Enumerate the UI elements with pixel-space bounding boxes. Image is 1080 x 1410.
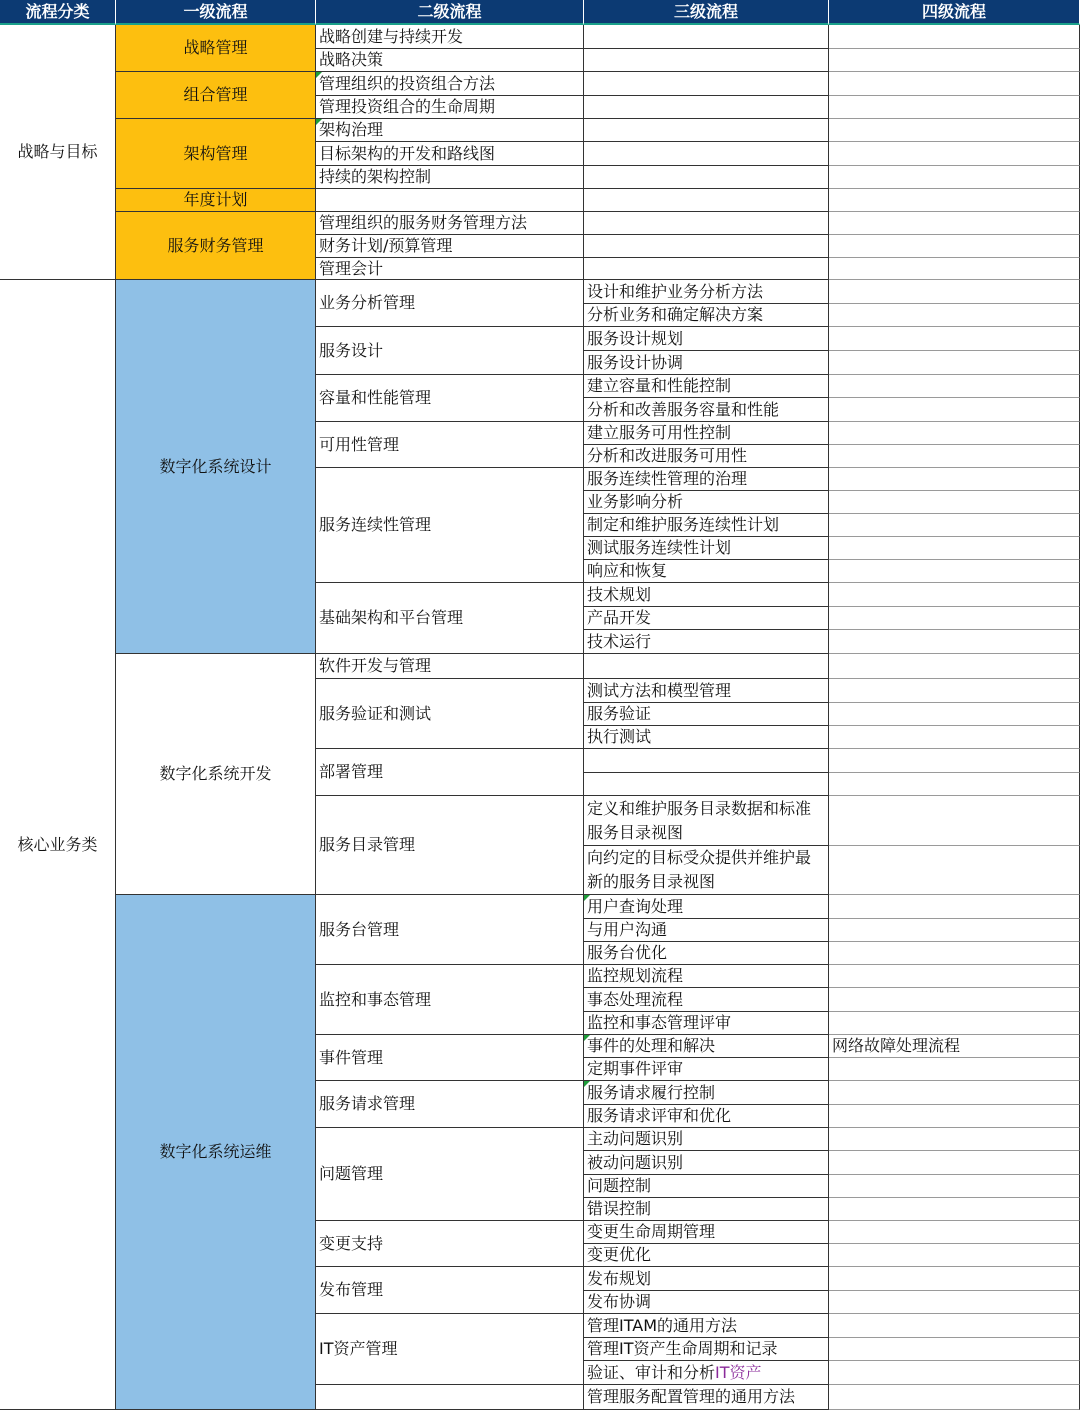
level3-cell[interactable] — [584, 654, 829, 679]
level2-cell[interactable] — [316, 142, 584, 166]
level3-cell[interactable] — [584, 1221, 829, 1244]
level3-cell[interactable] — [584, 1361, 829, 1385]
level4-cell[interactable] — [829, 258, 1080, 280]
level2-cell[interactable] — [316, 965, 584, 1035]
level2-cell-label: 服务目录管理 — [319, 835, 416, 854]
level3-cell[interactable] — [584, 749, 829, 773]
level3-cell[interactable] — [584, 846, 829, 895]
level3-cell-label: 服务请求评审和优化 — [587, 1106, 732, 1125]
category-cell[interactable] — [0, 280, 116, 1410]
level3-cell-label: 被动问题识别 — [587, 1152, 684, 1172]
level4-cell[interactable] — [829, 846, 1080, 895]
level3-cell[interactable] — [584, 166, 829, 189]
level3-cell-label: 监控和事态管理评审 — [587, 1013, 732, 1032]
level2-cell-label: 管理组织的投资组合方法 — [319, 73, 496, 93]
level4-cell[interactable] — [829, 72, 1080, 96]
level3-cell-label: 发布协调 — [587, 1292, 652, 1311]
level3-cell[interactable] — [584, 1058, 829, 1081]
level3-cell[interactable] — [584, 72, 829, 96]
level3-cell-label: 测试服务连续性计划 — [587, 538, 732, 557]
level3-cell[interactable] — [584, 703, 829, 726]
level2-cell-label: 管理投资组合的生命周期 — [319, 97, 496, 116]
level3-cell[interactable] — [584, 119, 829, 142]
level3-cell-label: 服务连续性管理的治理 — [587, 469, 748, 488]
level3-cell[interactable] — [584, 468, 829, 491]
level2-cell-label: 服务连续性管理 — [319, 515, 432, 534]
level4-cell[interactable] — [829, 304, 1080, 327]
level3-cell[interactable] — [584, 1012, 829, 1035]
level1-cell-label: 数字化系统设计 — [159, 456, 272, 476]
level2-cell[interactable] — [316, 654, 584, 679]
level3-cell[interactable] — [584, 988, 829, 1012]
level3-cell-label: 定义和维护服务目录数据和标准服务目录视图 — [587, 798, 812, 842]
column-header-label: 三级流程 — [673, 1, 738, 21]
level1-cell-label: 战略管理 — [183, 38, 248, 57]
level1-cell[interactable] — [116, 895, 316, 1410]
level3-cell-label: 事件的处理和解决 — [587, 1036, 716, 1055]
level3-cell[interactable] — [584, 1151, 829, 1175]
comment-marker-icon — [584, 1081, 590, 1087]
level3-cell-label: 技术运行 — [587, 631, 652, 651]
level4-cell[interactable] — [829, 280, 1080, 304]
level3-cell-label: 产品开发 — [587, 608, 652, 627]
level3-cell-label: 管理ITAM的通用方法 — [587, 1315, 738, 1335]
column-header-label: 一级流程 — [183, 1, 248, 21]
level2-cell[interactable] — [316, 72, 584, 96]
level2-cell-label: 监控和事态管理 — [319, 989, 432, 1009]
level4-cell[interactable] — [829, 1361, 1080, 1385]
level3-cell[interactable] — [584, 189, 829, 212]
level4-cell[interactable] — [829, 189, 1080, 212]
level2-cell[interactable] — [316, 1314, 584, 1385]
level4-cell[interactable] — [829, 327, 1080, 351]
level4-cell[interactable] — [829, 919, 1080, 942]
level3-cell-label: 服务验证 — [587, 704, 652, 723]
level3-cell-label: 分析和改善服务容量和性能 — [587, 399, 780, 419]
level3-cell[interactable] — [584, 142, 829, 166]
level3-cell[interactable] — [584, 235, 829, 258]
level4-cell[interactable] — [829, 942, 1080, 965]
level4-cell[interactable] — [829, 49, 1080, 72]
level3-cell[interactable] — [584, 630, 829, 654]
level4-cell-label: 网络故障处理流程 — [832, 1036, 961, 1055]
level4-cell[interactable] — [829, 1128, 1080, 1151]
level4-cell[interactable] — [829, 1244, 1080, 1267]
level3-cell-label: 监控规划流程 — [587, 966, 684, 985]
level3-cell-label: 服务设计协调 — [587, 352, 684, 372]
level3-cell[interactable] — [584, 351, 829, 375]
level2-cell[interactable] — [316, 375, 584, 422]
level3-cell[interactable] — [584, 327, 829, 351]
level3-cell[interactable] — [584, 49, 829, 72]
level3-cell-label: 建立容量和性能控制 — [587, 376, 732, 395]
level4-cell[interactable] — [829, 630, 1080, 654]
level4-cell[interactable] — [829, 166, 1080, 189]
level3-cell-label: 业务影响分析 — [587, 492, 684, 511]
level3-cell[interactable] — [584, 1175, 829, 1198]
level4-cell[interactable] — [829, 422, 1080, 445]
level4-cell[interactable] — [829, 491, 1080, 514]
level4-cell[interactable] — [829, 1058, 1080, 1081]
level2-cell-label: 基础架构和平台管理 — [319, 608, 464, 627]
level3-cell[interactable] — [584, 1105, 829, 1128]
level3-cell-label: 管理服务配置管理的通用方法 — [587, 1387, 796, 1406]
level3-cell[interactable] — [584, 965, 829, 988]
level2-cell[interactable] — [316, 1385, 584, 1410]
level4-cell[interactable] — [829, 514, 1080, 537]
level3-cell-label: 设计和维护业务分析方法 — [587, 281, 764, 301]
level4-cell[interactable] — [829, 235, 1080, 258]
level2-cell[interactable] — [316, 280, 584, 327]
level3-cell-label: 技术规划 — [587, 584, 652, 604]
level3-cell[interactable] — [584, 1338, 829, 1361]
level3-cell-label: 向约定的目标受众提供并维护最新的服务目录视图 — [587, 848, 812, 891]
level3-cell[interactable] — [584, 514, 829, 537]
level2-cell[interactable] — [316, 25, 584, 49]
level3-cell-label: 建立服务可用性控制 — [587, 423, 732, 442]
level2-cell-label: 变更支持 — [319, 1233, 384, 1253]
level2-cell-label: 服务请求管理 — [319, 1094, 416, 1113]
level3-cell-label: 变更优化 — [587, 1245, 652, 1264]
level1-cell[interactable] — [116, 212, 316, 280]
level3-cell[interactable] — [584, 445, 829, 468]
level1-cell-label: 数字化系统开发 — [159, 764, 272, 783]
level2-cell-label: 事件管理 — [319, 1047, 384, 1067]
level3-cell[interactable] — [584, 919, 829, 942]
level3-cell[interactable] — [584, 1291, 829, 1314]
column-header[interactable] — [316, 0, 584, 25]
level4-cell[interactable] — [829, 537, 1080, 560]
level3-cell[interactable] — [584, 1314, 829, 1338]
column-header[interactable] — [829, 0, 1080, 25]
level2-cell[interactable] — [316, 327, 584, 375]
level2-cell-label: 管理组织的服务财务管理方法 — [319, 213, 528, 232]
level3-cell-label: 管理IT资产生命周期和记录 — [587, 1339, 778, 1358]
level1-cell-label: 组合管理 — [183, 85, 248, 104]
level3-cell[interactable] — [584, 422, 829, 445]
level3-cell-label: 制定和维护服务连续性计划 — [587, 515, 780, 534]
level3-cell[interactable] — [584, 1128, 829, 1151]
level3-cell[interactable] — [584, 212, 829, 235]
level4-cell[interactable] — [829, 398, 1080, 422]
level3-cell[interactable] — [584, 1081, 829, 1105]
level3-cell[interactable] — [584, 537, 829, 560]
level2-cell[interactable] — [316, 1128, 584, 1221]
level3-cell[interactable] — [584, 258, 829, 280]
level2-cell[interactable] — [316, 235, 584, 258]
level2-cell-label: 持续的架构控制 — [319, 167, 432, 186]
level4-cell[interactable] — [829, 1175, 1080, 1198]
level4-cell[interactable] — [829, 375, 1080, 398]
level3-cell[interactable] — [584, 773, 829, 796]
level3-cell[interactable] — [584, 304, 829, 327]
level3-cell[interactable] — [584, 491, 829, 514]
level1-cell-label: 架构管理 — [183, 143, 248, 163]
level4-cell[interactable] — [829, 212, 1080, 235]
level3-cell[interactable] — [584, 375, 829, 398]
level2-cell[interactable] — [316, 166, 584, 189]
level2-cell-label: 目标架构的开发和路线图 — [319, 143, 496, 163]
category-cell[interactable] — [0, 25, 116, 280]
level1-cell[interactable] — [116, 119, 316, 189]
level1-cell-label: 服务财务管理 — [167, 235, 264, 255]
level4-cell[interactable] — [829, 1291, 1080, 1314]
level4-cell[interactable] — [829, 1081, 1080, 1105]
level3-cell[interactable] — [584, 796, 829, 846]
level2-cell-label: 部署管理 — [319, 762, 384, 781]
level2-cell-label: 可用性管理 — [319, 434, 400, 454]
level4-cell[interactable] — [829, 703, 1080, 726]
level3-cell[interactable] — [584, 1035, 829, 1058]
level3-cell-label: 错误控制 — [587, 1199, 652, 1218]
level2-cell-label: IT资产管理 — [319, 1339, 398, 1358]
level3-cell-label: 问题控制 — [587, 1176, 652, 1195]
category-cell-label: 核心业务类 — [17, 834, 98, 854]
level1-cell-label: 数字化系统运维 — [159, 1142, 272, 1161]
level3-cell[interactable] — [584, 25, 829, 49]
level3-cell-label: 执行测试 — [587, 727, 652, 746]
level3-cell-label: 服务请求履行控制 — [587, 1082, 716, 1102]
level4-cell[interactable] — [829, 96, 1080, 119]
level2-cell-label: 服务台管理 — [319, 919, 400, 939]
level2-cell-label: 软件开发与管理 — [319, 656, 432, 675]
level2-cell[interactable] — [316, 189, 584, 212]
level2-cell-label: 架构治理 — [319, 120, 384, 139]
level2-cell[interactable] — [316, 96, 584, 119]
level1-cell[interactable] — [116, 72, 316, 119]
level3-cell[interactable] — [584, 607, 829, 630]
level2-cell[interactable] — [316, 895, 584, 965]
level2-cell[interactable] — [316, 422, 584, 468]
level3-cell[interactable] — [584, 679, 829, 703]
level4-cell[interactable] — [829, 583, 1080, 607]
level2-cell-label: 发布管理 — [319, 1280, 384, 1299]
level3-cell[interactable] — [584, 583, 829, 607]
level2-cell[interactable] — [316, 468, 584, 583]
level2-cell[interactable] — [316, 583, 584, 654]
level3-cell[interactable] — [584, 1385, 829, 1410]
level2-cell-label: 财务计划/预算管理 — [319, 236, 453, 255]
level3-cell[interactable] — [584, 96, 829, 119]
level4-cell[interactable] — [829, 1338, 1080, 1361]
level2-cell-label: 战略决策 — [319, 50, 384, 69]
level4-cell[interactable] — [829, 607, 1080, 630]
level2-cell[interactable] — [316, 258, 584, 280]
level2-cell[interactable] — [316, 1081, 584, 1128]
level1-cell[interactable] — [116, 189, 316, 212]
level2-cell[interactable] — [316, 1035, 584, 1081]
level4-cell[interactable] — [829, 1012, 1080, 1035]
level2-cell-label: 服务设计 — [319, 340, 384, 360]
level3-cell[interactable] — [584, 280, 829, 304]
comment-marker-icon — [316, 119, 322, 125]
level2-cell-label: 业务分析管理 — [319, 293, 416, 312]
level2-cell[interactable] — [316, 119, 584, 142]
level4-cell[interactable] — [829, 1105, 1080, 1128]
column-header[interactable] — [0, 0, 116, 25]
level2-cell[interactable] — [316, 796, 584, 895]
level3-cell-label: 验证、审计和分析 — [587, 1362, 716, 1382]
level4-cell[interactable] — [829, 796, 1080, 846]
level4-cell[interactable] — [829, 749, 1080, 773]
level2-cell-label: 战略创建与持续开发 — [319, 26, 464, 46]
level3-cell-label: 与用户沟通 — [587, 920, 668, 939]
level1-cell[interactable] — [116, 25, 316, 72]
level4-cell[interactable] — [829, 445, 1080, 468]
level3-cell[interactable] — [584, 1244, 829, 1267]
level4-cell[interactable] — [829, 351, 1080, 375]
level4-cell[interactable] — [829, 1267, 1080, 1291]
level4-cell[interactable] — [829, 965, 1080, 988]
level1-cell[interactable] — [116, 280, 316, 654]
level4-cell[interactable] — [829, 560, 1080, 583]
level2-cell-label: 容量和性能管理 — [319, 388, 432, 407]
level2-cell-label: 问题管理 — [319, 1164, 384, 1183]
level2-cell-label: 管理会计 — [319, 258, 384, 278]
level4-cell[interactable] — [829, 142, 1080, 166]
comment-marker-icon — [584, 895, 590, 901]
level3-cell-label: 发布规划 — [587, 1268, 652, 1288]
comment-marker-icon — [316, 72, 322, 78]
level3-cell-highlight: IT资产 — [715, 1362, 762, 1382]
level1-cell-label: 年度计划 — [183, 190, 248, 209]
level2-cell[interactable] — [316, 212, 584, 235]
column-header[interactable] — [584, 0, 829, 25]
level4-cell[interactable] — [829, 119, 1080, 142]
level4-cell[interactable] — [829, 988, 1080, 1012]
level2-cell[interactable] — [316, 1267, 584, 1314]
level3-cell[interactable] — [584, 1198, 829, 1221]
level4-cell[interactable] — [829, 773, 1080, 796]
level3-cell-label: 用户查询处理 — [587, 896, 684, 916]
level4-cell[interactable] — [829, 468, 1080, 491]
level3-cell[interactable] — [584, 895, 829, 919]
level3-cell-label: 主动问题识别 — [587, 1129, 684, 1148]
level4-cell[interactable] — [829, 25, 1080, 49]
level4-cell[interactable] — [829, 1385, 1080, 1410]
level4-cell[interactable] — [829, 726, 1080, 749]
level3-cell[interactable] — [584, 1267, 829, 1291]
level2-cell[interactable] — [316, 49, 584, 72]
level4-cell[interactable] — [829, 1314, 1080, 1338]
level3-cell-label: 响应和恢复 — [587, 561, 668, 580]
level3-cell-label: 变更生命周期管理 — [587, 1222, 716, 1241]
level4-cell[interactable] — [829, 654, 1080, 679]
level3-cell-label: 服务设计规划 — [587, 328, 684, 348]
level3-cell-label: 分析业务和确定解决方案 — [587, 305, 764, 324]
column-header-label: 四级流程 — [921, 1, 986, 21]
level1-cell[interactable] — [116, 654, 316, 895]
level3-cell[interactable] — [584, 398, 829, 422]
level4-cell[interactable] — [829, 679, 1080, 703]
level3-cell-label: 分析和改进服务可用性 — [587, 446, 748, 465]
level4-cell[interactable] — [829, 1151, 1080, 1175]
column-header-label: 二级流程 — [417, 1, 482, 21]
level2-cell-label: 服务验证和测试 — [319, 703, 432, 723]
level3-cell-label: 事态处理流程 — [587, 989, 684, 1009]
category-cell-label: 战略与目标 — [17, 142, 98, 161]
column-header[interactable] — [116, 0, 316, 25]
level4-cell[interactable] — [829, 1198, 1080, 1221]
level4-cell[interactable] — [829, 1035, 1080, 1058]
level2-cell[interactable] — [316, 679, 584, 749]
level3-cell[interactable] — [584, 726, 829, 749]
level3-cell[interactable] — [584, 942, 829, 965]
level3-cell-label: 测试方法和模型管理 — [587, 680, 732, 700]
level2-cell[interactable] — [316, 749, 584, 796]
level4-cell[interactable] — [829, 895, 1080, 919]
comment-marker-icon — [584, 1035, 590, 1041]
level3-cell[interactable] — [584, 560, 829, 583]
level3-cell-label: 服务台优化 — [587, 943, 668, 962]
column-header-label: 流程分类 — [25, 1, 90, 21]
level3-cell-label: 定期事件评审 — [587, 1059, 684, 1078]
level4-cell[interactable] — [829, 1221, 1080, 1244]
level2-cell[interactable] — [316, 1221, 584, 1267]
